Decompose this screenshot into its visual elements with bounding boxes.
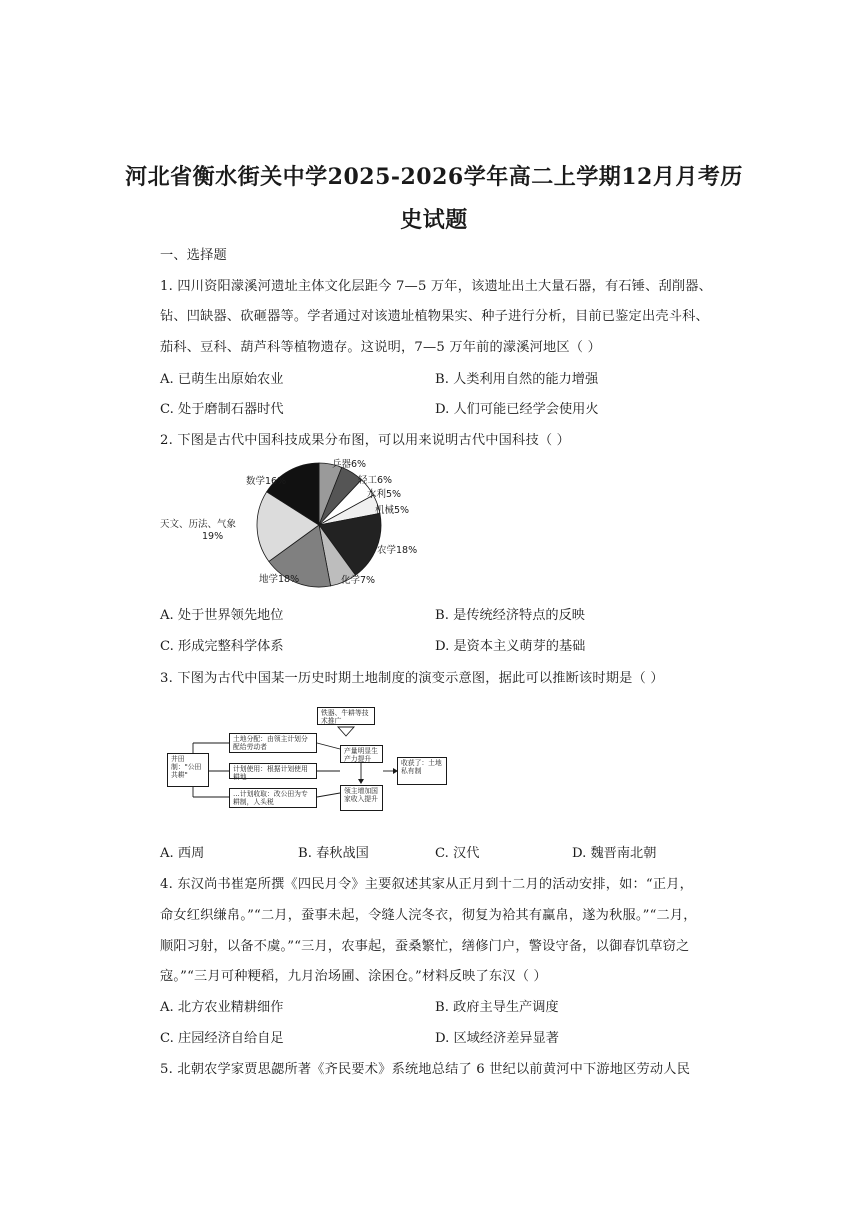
q1-stem-line3: 茄科、豆科、葫芦科等植物遗存。这说明，7—5 万年前的濛溪河地区（ ） <box>160 340 601 355</box>
pie-chart <box>155 455 435 590</box>
q2-option-a: A. 处于世界领先地位 <box>160 608 284 623</box>
q1-option-a: A. 已萌生出原始农业 <box>160 372 284 387</box>
pie-slice-label: 农学18% <box>377 545 418 556</box>
document-title-line1: 河北省衡水街关中学2025-2026学年高二上学期12月月考历 <box>125 164 743 190</box>
q4-option-c: C. 庄园经济自给自足 <box>160 1031 284 1046</box>
q1-option-c: C. 处于磨制石器时代 <box>160 402 284 417</box>
q1-stem-line2: 钻、凹缺器、砍砸器等。学者通过对该遗址植物果实、种子进行分析，目前已鉴定出壳斗科、 <box>160 309 709 324</box>
q2-stem-line1: 2. 下图是古代中国科技成果分布图，可以用来说明古代中国科技（ ） <box>160 433 571 448</box>
q2-option-c: C. 形成完整科学体系 <box>160 639 284 654</box>
pie-slice-label: 化学7% <box>341 575 376 586</box>
flow-box-allocation: 土地分配：由领主计划分配给劳动者 <box>229 733 317 753</box>
q3-option-c: C. 汉代 <box>435 846 480 861</box>
pie-slice-label: 机械5% <box>375 505 410 516</box>
pie-slice-label: 天文、历法、气象 <box>160 519 237 530</box>
flow-box-lower: 领主增加国家收入提升 <box>340 785 383 811</box>
flow-box-start: 井田制："公田共耕" <box>167 753 209 787</box>
q4-stem-line1: 4. 东汉尚书崔寔所撰《四民月令》主要叙述其家从正月到十二月的活动安排，如：“正月， <box>160 877 694 892</box>
q5-stem-line1: 5. 北朝农学家贾思勰所著《齐民要术》系统地总结了 6 世纪以前黄河中下游地区劳动人民 <box>160 1062 691 1077</box>
flow-box-middle: 产量明显生产力提升 <box>340 745 383 763</box>
q2-option-d: D. 是资本主义萌芽的基础 <box>435 639 586 654</box>
flow-box-top: 铁器、牛耕等技术推广 <box>317 707 375 725</box>
section-heading: 一、选择题 <box>160 248 227 263</box>
document-title-line2: 史试题 <box>400 207 468 233</box>
pie-slice-label: 水利5% <box>367 489 402 500</box>
pie-slice-label: 兵器6% <box>332 459 367 470</box>
q1-stem-line1: 1. 四川资阳濛溪河遗址主体文化层距今 7—5 万年，该遗址出土大量石器，有石锤、刮削器、 <box>160 279 713 294</box>
pie-slice-label: 轻工6% <box>358 475 393 486</box>
flow-box-collection: …计划收取：改公田为专耕制，人头税 <box>229 788 317 808</box>
q1-option-d: D. 人们可能已经学会使用火 <box>435 402 599 417</box>
q3-stem-line1: 3. 下图为古代中国某一历史时期土地制度的演变示意图，据此可以推断该时期是（ ） <box>160 671 664 686</box>
q4-stem-line2: 命女红织缣帛。”“二月，蚕事未起，令缝人浣冬衣，彻复为袷其有赢帛，遂为秋服。”“二月， <box>160 908 697 923</box>
q4-option-b: B. 政府主导生产调度 <box>435 1000 559 1015</box>
q4-stem-line3: 顺阳习射，以备不虞。”“三月，农事起，蚕桑繁忙，缮修门户，警设守备，以御春饥草窃之 <box>160 939 690 954</box>
q3-option-b: B. 春秋战国 <box>298 846 369 861</box>
q3-option-d: D. 魏晋南北朝 <box>572 846 657 861</box>
q3-option-a: A. 西周 <box>160 846 205 861</box>
q4-option-d: D. 区域经济差异显著 <box>435 1031 559 1046</box>
flow-box-usage: 计划使用：根据计划使用耕地 <box>229 763 317 779</box>
q1-option-b: B. 人类利用自然的能力增强 <box>435 372 599 387</box>
pie-slice-label-percent: 19% <box>202 531 224 542</box>
q4-stem-line4: 寇。”“三月可种粳稻，九月治场圃、涂困仓。”材料反映了东汉（ ） <box>160 969 547 984</box>
pie-slice-label: 数学16% <box>246 476 287 487</box>
q4-option-a: A. 北方农业精耕细作 <box>160 1000 284 1015</box>
q2-option-b: B. 是传统经济特点的反映 <box>435 608 585 623</box>
flow-box-end: 收获了：土地私有制 <box>397 757 447 785</box>
land-system-flowchart <box>165 705 455 815</box>
pie-slice-label: 地学18% <box>259 574 300 585</box>
